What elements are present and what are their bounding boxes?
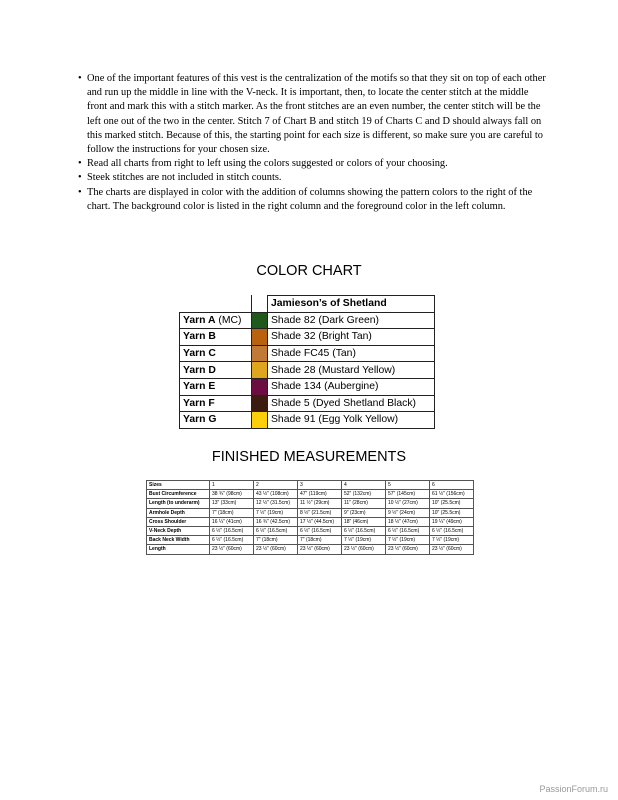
instruction-item: • One of the important features of this vest is the centralization of the motifs so that they sit on top of each other and run up the middle in line with the V-neck. It is important, then, to locate the center stitch at the middle front and mark this with a stitch marker. As the front stitches are an even number, the center stitch will be the left one out of the two in the center. Stitch 7 of Chart B and stitch 19 of Charts C and D should always fall on this marked stitch. Because of this, the starting point for each size is different, so make sure you are careful to follow the instructions for your chosen size. xyxy=(78,72,548,157)
measurement-value: 23 ½" (60cm) xyxy=(298,545,342,554)
measurement-value: 9 ½" (24cm) xyxy=(386,508,430,517)
instruction-item: • Steek stitches are not included in stitch counts. xyxy=(78,171,548,185)
measurements-title: FINISHED MEASUREMENTS xyxy=(211,449,407,465)
color-chart-row xyxy=(180,362,435,379)
yarn-name: Yarn D xyxy=(183,364,216,376)
measurement-value: 13" (33cm) xyxy=(210,499,254,508)
measurement-value: 47" (119cm) xyxy=(298,490,342,499)
measurement-label: Cross Shoulder xyxy=(147,517,210,526)
color-chart-title: COLOR CHART xyxy=(256,263,362,279)
yarn-label xyxy=(180,378,252,395)
measurement-value: 7 ½" (19cm) xyxy=(254,508,298,517)
measurement-value: 11" (28cm) xyxy=(342,499,386,508)
measurement-value: 19 ¼" (49cm) xyxy=(430,517,474,526)
measurement-value: 6 ½" (16.5cm) xyxy=(210,536,254,545)
measurement-value: 52" (132cm) xyxy=(342,490,386,499)
shade-name: Shade 82 (Dark Green) xyxy=(268,312,435,329)
measurement-label: Armhole Depth xyxy=(147,508,210,517)
yarn-label xyxy=(180,362,252,379)
measurement-value: 11 ½" (29cm) xyxy=(298,499,342,508)
yarn-label xyxy=(180,329,252,346)
color-swatch xyxy=(252,312,268,329)
header-blank-cell xyxy=(252,296,268,313)
measurement-value: 7 ½" (19cm) xyxy=(386,536,430,545)
measurement-label: Bust Circumference xyxy=(147,490,210,499)
measurement-value: 43 ½" (108cm) xyxy=(254,490,298,499)
measurement-value: 18 ½" (47cm) xyxy=(386,517,430,526)
measurement-value: 6 ½" (16.5cm) xyxy=(254,526,298,535)
measurement-value: 23 ½" (60cm) xyxy=(386,545,430,554)
measurement-value: 7" (18cm) xyxy=(254,536,298,545)
measurements-row xyxy=(147,517,474,526)
color-swatch xyxy=(252,378,268,395)
yarn-name: Yarn C xyxy=(183,348,216,360)
measurements-row xyxy=(147,490,474,499)
measurement-value: 10" (25.5cm) xyxy=(430,508,474,517)
measurements-row xyxy=(147,526,474,535)
color-chart-table xyxy=(179,295,435,429)
yarn-name: Yarn E xyxy=(183,381,216,393)
yarn-name: Yarn B xyxy=(183,331,216,343)
measurement-value: 4 xyxy=(342,481,386,490)
measurement-value: 9" (23cm) xyxy=(342,508,386,517)
color-chart-row xyxy=(180,312,435,329)
yarn-suffix: (MC) xyxy=(215,314,242,326)
color-swatch xyxy=(252,412,268,429)
measurement-value: 57" (145cm) xyxy=(386,490,430,499)
color-swatch xyxy=(252,362,268,379)
measurement-value: 16 ¼" (41cm) xyxy=(210,517,254,526)
measurement-value: 17 ½" (44.5cm) xyxy=(298,517,342,526)
shade-name: Shade 91 (Egg Yolk Yellow) xyxy=(268,412,435,429)
measurement-value: 6 xyxy=(430,481,474,490)
measurement-value: 7" (18cm) xyxy=(298,536,342,545)
instruction-item: • The charts are displayed in color with the addition of columns showing the pattern colors to the right of the chart. The background color is listed in the right column and the foreground color in the left column. xyxy=(78,186,548,214)
color-chart-row xyxy=(180,329,435,346)
measurement-label: Length (to underarm) xyxy=(147,499,210,508)
measurement-label: V-Neck Depth xyxy=(147,526,210,535)
measurement-label: Sizes xyxy=(147,481,210,490)
measurement-value: 2 xyxy=(254,481,298,490)
color-chart-brand-header: Jamieson’s of Shetland xyxy=(268,296,435,313)
measurements-table xyxy=(146,480,474,555)
measurement-value: 18" (46cm) xyxy=(342,517,386,526)
measurement-value: 3 xyxy=(298,481,342,490)
yarn-name: Yarn G xyxy=(183,414,217,426)
shade-name: Shade 5 (Dyed Shetland Black) xyxy=(268,395,435,412)
instructions-list xyxy=(78,72,548,214)
yarn-label xyxy=(180,345,252,362)
shade-name: Shade 134 (Aubergine) xyxy=(268,378,435,395)
measurements-row xyxy=(147,536,474,545)
measurement-value: 38 ¾" (98cm) xyxy=(210,490,254,499)
measurement-value: 7 ½" (19cm) xyxy=(430,536,474,545)
measurements-row xyxy=(147,508,474,517)
measurement-value: 5 xyxy=(386,481,430,490)
measurement-value: 6 ½" (16.5cm) xyxy=(342,526,386,535)
color-chart-row xyxy=(180,378,435,395)
color-swatch xyxy=(252,329,268,346)
color-chart-row xyxy=(180,412,435,429)
measurements-row xyxy=(147,545,474,554)
measurement-label: Back Neck Width xyxy=(147,536,210,545)
measurement-value: 23 ½" (60cm) xyxy=(342,545,386,554)
measurements-header-row xyxy=(147,481,474,490)
color-swatch xyxy=(252,395,268,412)
measurement-value: 7" (18cm) xyxy=(210,508,254,517)
measurement-value: 61 ½" (156cm) xyxy=(430,490,474,499)
yarn-name: Yarn A xyxy=(183,314,216,326)
measurement-value: 23 ½" (60cm) xyxy=(430,545,474,554)
yarn-label xyxy=(180,412,252,429)
measurement-value: 1 xyxy=(210,481,254,490)
measurement-value: 6 ½" (16.5cm) xyxy=(298,526,342,535)
measurement-value: 16 ¾" (42.5cm) xyxy=(254,517,298,526)
color-swatch xyxy=(252,345,268,362)
measurement-value: 23 ½" (60cm) xyxy=(210,545,254,554)
measurement-value: 10" (25.5cm) xyxy=(430,499,474,508)
measurement-value: 6 ½" (16.5cm) xyxy=(210,526,254,535)
measurement-label: Length xyxy=(147,545,210,554)
yarn-name: Yarn F xyxy=(183,397,215,409)
shade-name: Shade FC45 (Tan) xyxy=(268,345,435,362)
header-blank-cell xyxy=(180,296,252,313)
measurement-value: 8 ½" (21.5cm) xyxy=(298,508,342,517)
yarn-label xyxy=(180,395,252,412)
color-chart-row xyxy=(180,395,435,412)
measurement-value: 6 ½" (16.5cm) xyxy=(386,526,430,535)
measurement-value: 6 ½" (16.5cm) xyxy=(430,526,474,535)
measurement-value: 12 ½" (31.5cm) xyxy=(254,499,298,508)
color-chart-row xyxy=(180,345,435,362)
shade-name: Shade 28 (Mustard Yellow) xyxy=(268,362,435,379)
measurement-value: 23 ½" (60cm) xyxy=(254,545,298,554)
measurements-row xyxy=(147,499,474,508)
shade-name: Shade 32 (Bright Tan) xyxy=(268,329,435,346)
watermark: PassionForum.ru xyxy=(539,784,608,794)
instruction-item: • Read all charts from right to left using the colors suggested or colors of your choosing. xyxy=(78,157,548,171)
yarn-label xyxy=(180,312,252,329)
measurement-value: 7 ½" (19cm) xyxy=(342,536,386,545)
color-chart-header-row xyxy=(180,296,435,313)
measurement-value: 10 ½" (27cm) xyxy=(386,499,430,508)
